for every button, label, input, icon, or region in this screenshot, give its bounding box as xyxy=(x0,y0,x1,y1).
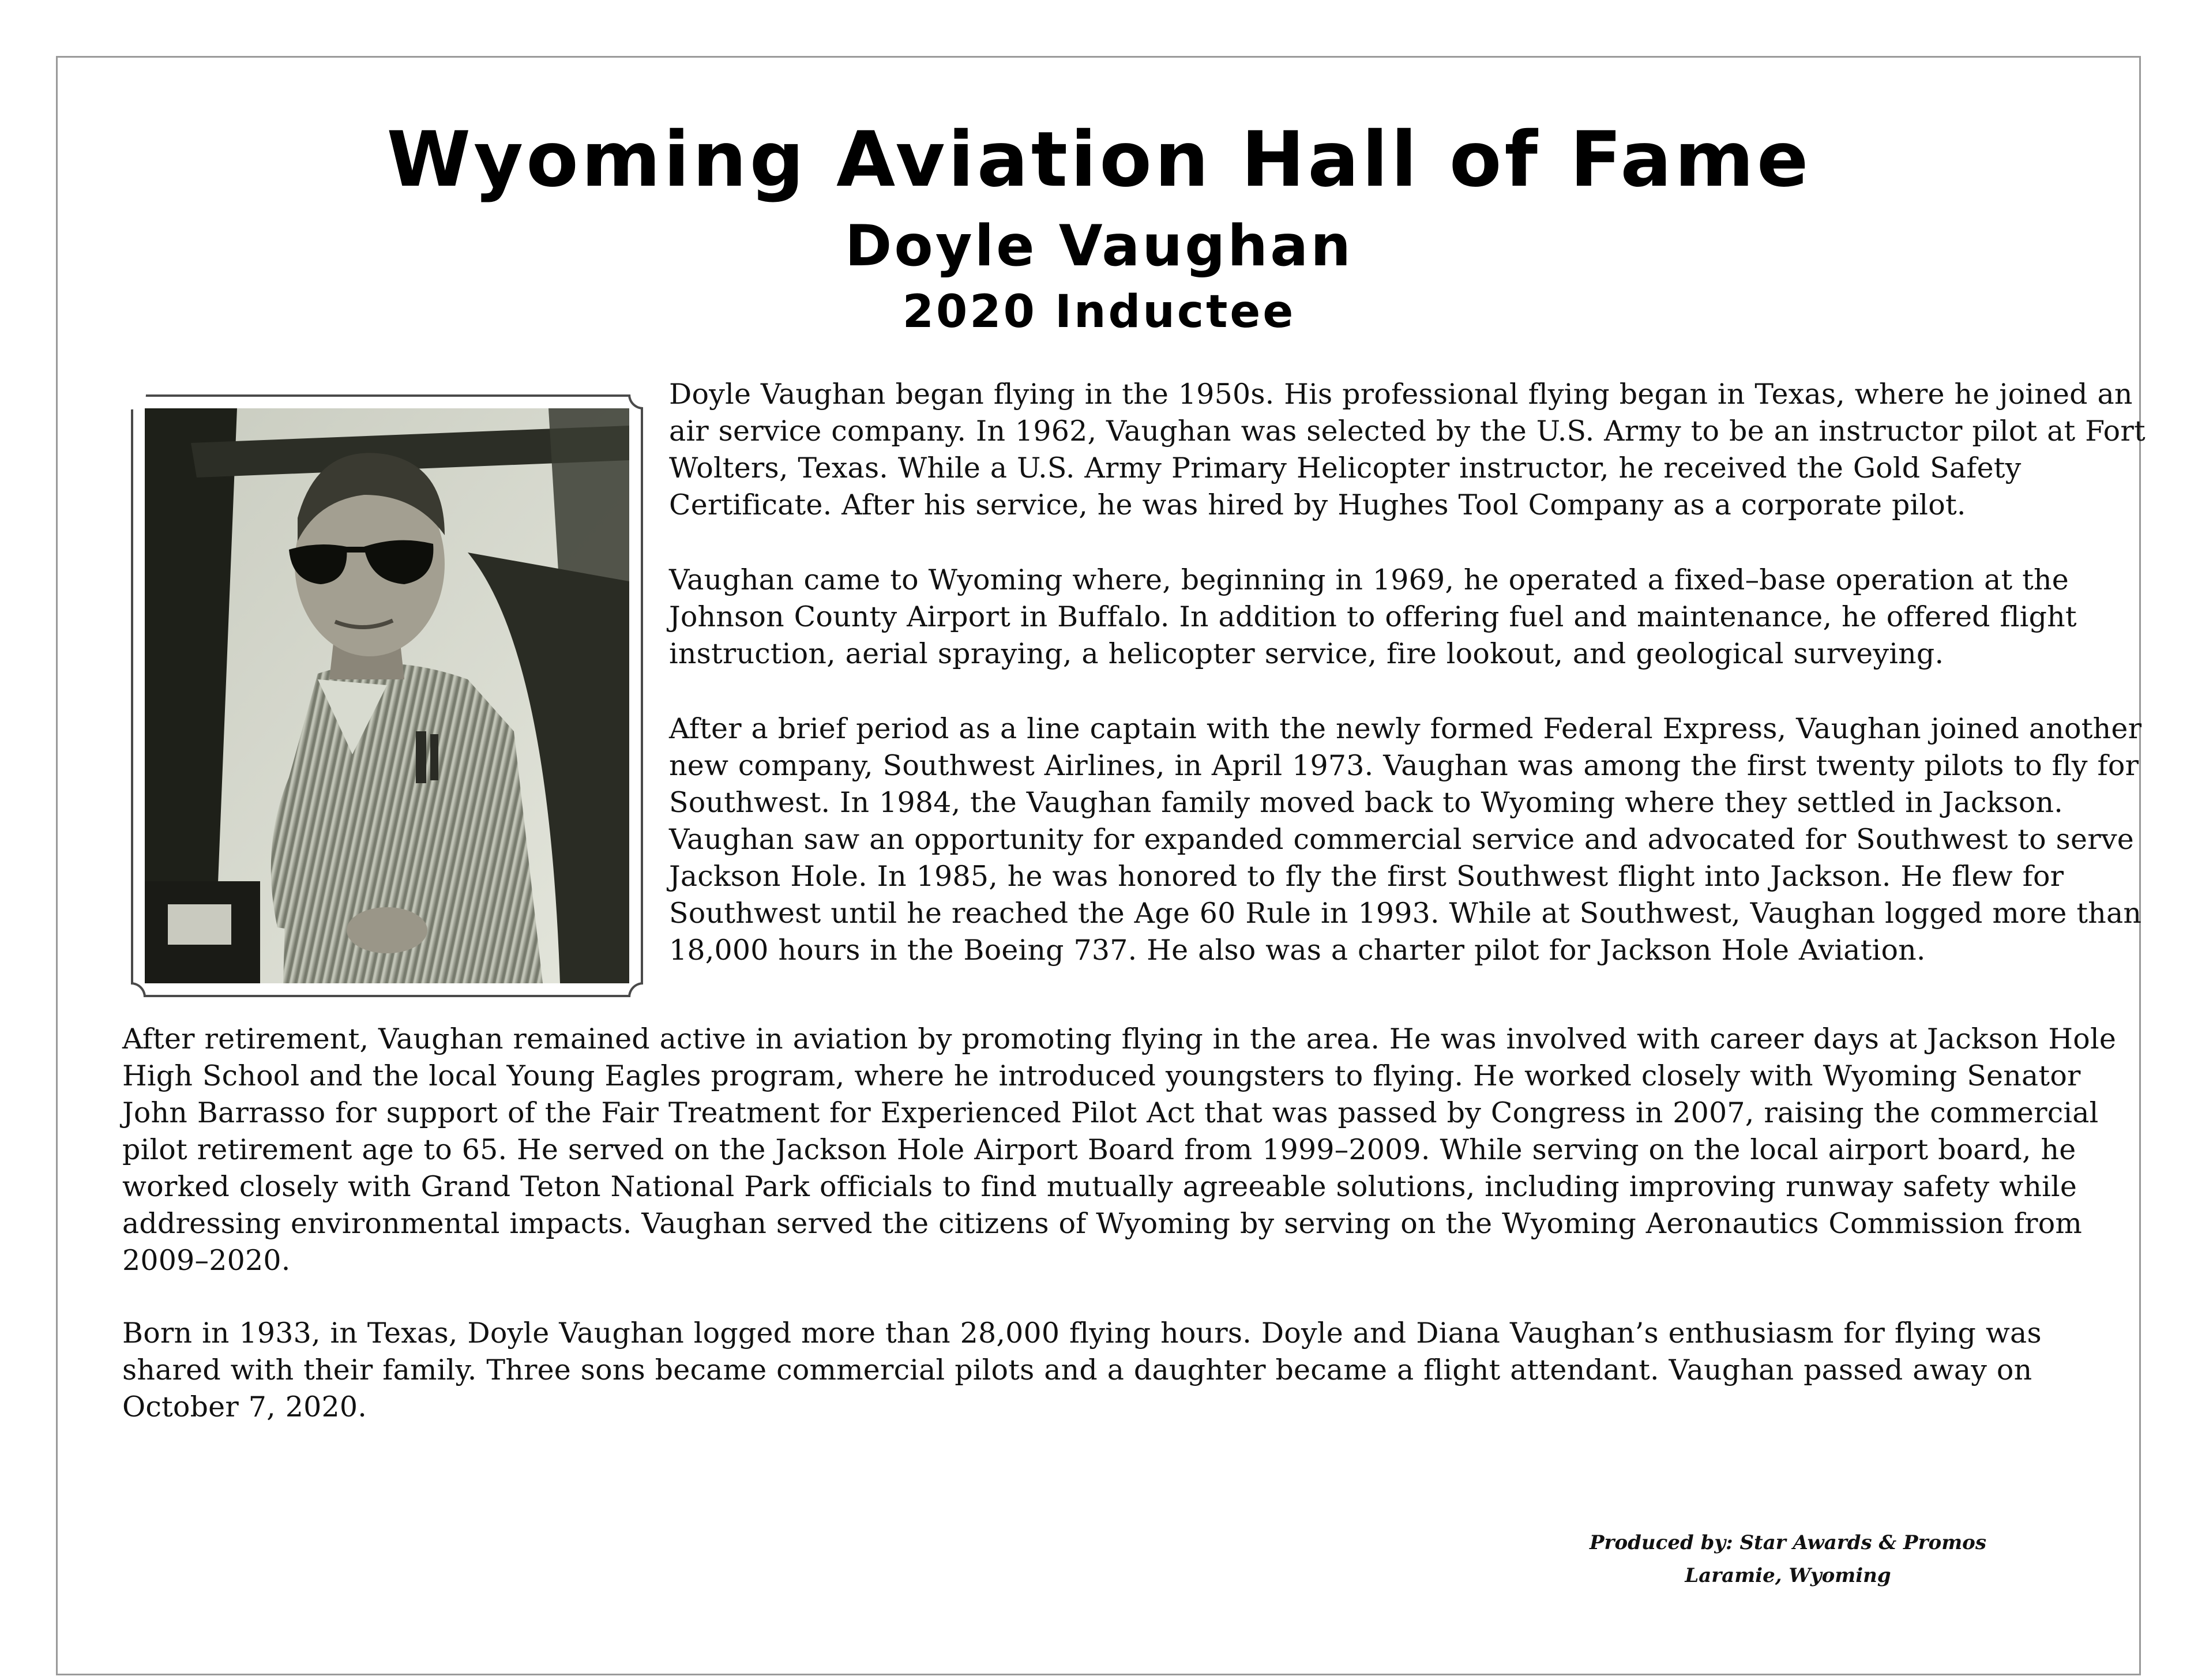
biography-paragraph: After a brief period as a line captain with the newly formed Federal Express, Vaughan joined another new company, Southwest Airlines, in April 1973. Vaughan was among the first twenty pilots to fly for Southwest. In 1984, the Vaughan family moved back to Wyoming where they settled in Jackson. Vaughan saw an opportunity for expanded commercial service and advocated for Southwest to serve Jackson Hole. In 1985, he was honored to fly the first Southwest flight into Jackson. He flew for Southwest until he reached the Age 60 Rule in 1993. While at Southwest, Vaughan logged more than 18,000 hours in the Boeing 737. He also was a charter pilot for Jackson Hole Aviation. xyxy=(669,712,2142,967)
frame-corner xyxy=(628,982,643,997)
frame-corner xyxy=(131,394,146,409)
portrait-photo-icon xyxy=(145,408,629,983)
producer-location: Laramie, Wyoming xyxy=(1685,1564,1891,1587)
biography-paragraph: Doyle Vaughan began flying in the 1950s. His professional flying began in Texas, where he joined an air service company. In 1962, Vaughan was selected by the U.S. Army to be an instructor pilot at Fort Wolters, Texas. While a U.S. Army Primary Helicopter instructor, he received the Gold Safety Certificate. After his service, he was hired by Hughes Tool Company as a corporate pilot. xyxy=(669,378,2146,521)
photo-frame xyxy=(131,394,643,997)
biography-paragraph: After retirement, Vaughan remained active in aviation by promoting flying in the area. He was involved with career days at Jackson Hole High School and the local Young Eagles program, where he introduced youngsters to flying. He worked closely with Wyoming Senator John Barrasso for support of the Fair Treatment for Experienced Pilot Act that was passed by Congress in 2007, raising the commercial pilot retirement age to 65. He served on the Jackson Hole Airport Board from 1999–2009. While serving on the local airport board, he worked closely with Grand Teton National Park officials to find mutually agreeable solutions, including improving runway safety while addressing environmental impacts. Vaughan served the citizens of Wyoming by serving on the Wyoming Aeronautics Commission from 2009–2020. xyxy=(122,1023,2117,1277)
producer-credit: Produced by: Star Awards & Promos xyxy=(1589,1531,1986,1554)
frame-corner xyxy=(131,982,146,997)
inductee-name: Doyle Vaughan xyxy=(845,213,1353,279)
inductee-year: 2020 Inductee xyxy=(902,286,1296,338)
frame-corner xyxy=(628,394,643,409)
biography-paragraph: Vaughan came to Wyoming where, beginning in 1969, he operated a fixed–base operation at the Johnson County Airport in Buffalo. In addition to offering fuel and maintenance, he offered flight instruction, aerial spraying, a helicopter service, fire lookout, and geological surveying. xyxy=(669,563,2077,670)
page-title: Wyoming Aviation Hall of Fame xyxy=(386,115,1812,204)
biography-paragraph: Born in 1933, in Texas, Doyle Vaughan logged more than 28,000 flying hours. Doyle and Diana Vaughan’s enthusiasm for flying was shared with their family. Three sons became commercial pilots and a daughter became a flight attendant. Vaughan passed away on October 7, 2020. xyxy=(122,1317,2042,1423)
